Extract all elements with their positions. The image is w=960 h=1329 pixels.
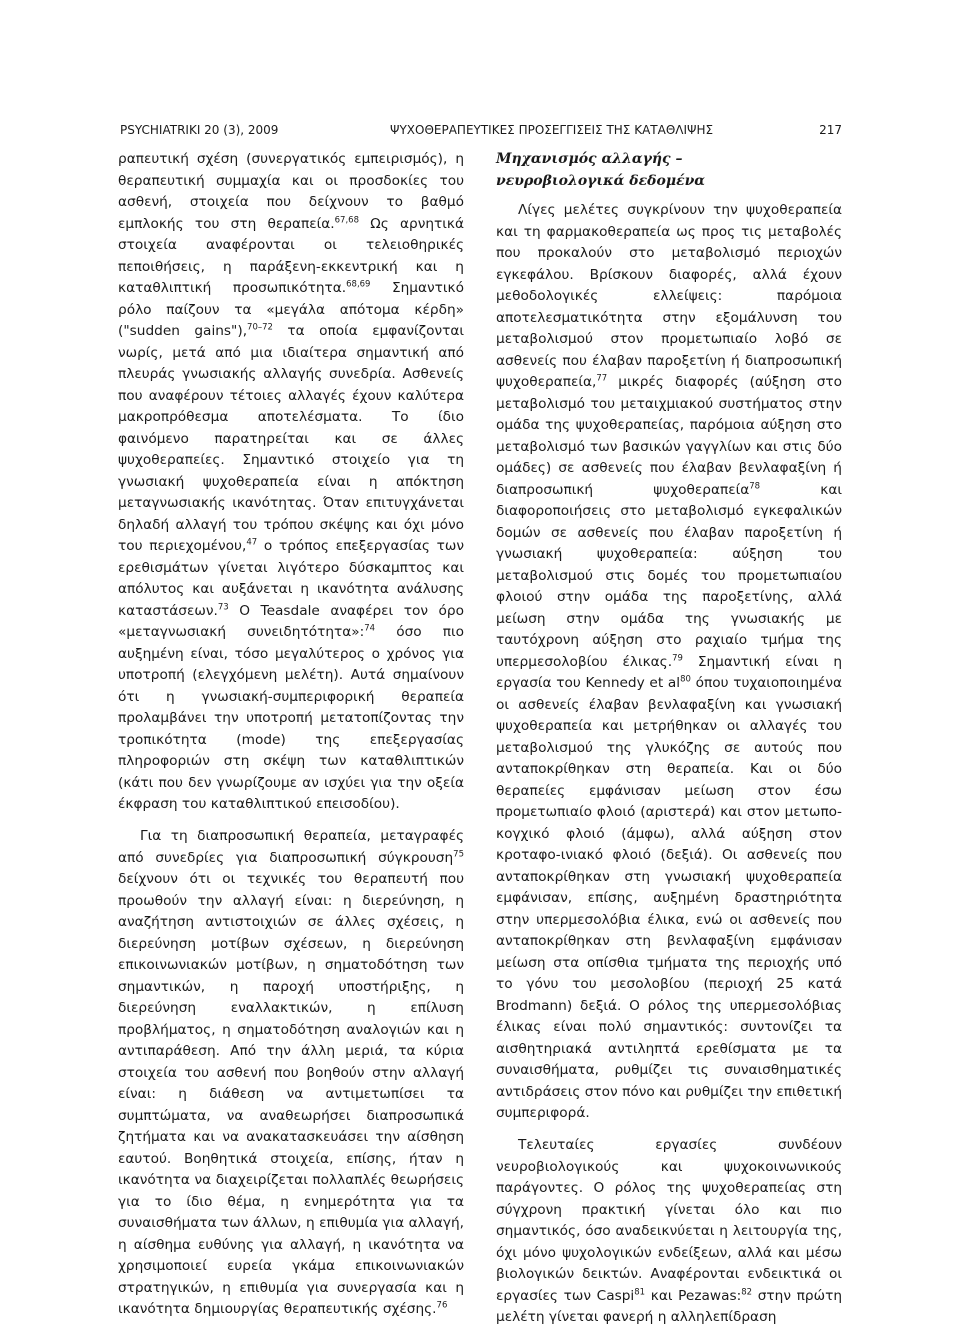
text-run: ραπευτική σχέση (συνεργατικός εμπειρισμός), η θεραπευτική συμμαχία και οι προσδοκίες του ασθενή, στοιχεία που δείχνουν το βαθμό εμπλοκής του στη θεραπεία. (118, 151, 464, 232)
text-run: μικρές διαφορές (αύξηση στο μεταβολισμό του μεταιχμιακού συστήματος στην ομάδα της ψυχοθεραπείας, παρόμοια αύξηση στο μεταβολισμό των βασικών γαγγλίων και στις δύο ομάδες) σε ασθενείς που έλαβαν βενλαφαξίνη ή διαπροσωπική ψυχοθεραπεία (496, 374, 842, 498)
paragraph-interpersonal-therapy (118, 826, 464, 1321)
text-run: Τελευταίες εργασίες συνδέουν νευροβιολογικούς και ψυχοκοινωνικούς παράγοντες. Ο ρόλος της ψυχοθεραπείας στη σύγχρονη πρακτική γίνεται όλο και πιο σημαντικός, όσο αναδεικνύεται η λειτουργία της, όχι μόνο ψυχολογικών ενδείξεων, αλλά και μέσω βιολογικών δεικτών. Αναφέρονται ενδεικτικά οι εργασίες των Caspi (496, 1137, 842, 1304)
text-run: και Pezawas: (645, 1287, 742, 1304)
text-run: Ως αρνητικά στοιχεία αναφέρονται οι τελειοθηρικές πεποιθήσεις, η παράξενη-εκκεντρική και η καταθλιπτική προσωπικότητα. (118, 215, 464, 296)
text-run: Ο Teasdale αναφέρει τον όρο «μεταγνωσιακή συνειδητότητα»: (118, 602, 464, 640)
paragraph-neurobiological-factors (496, 1135, 842, 1329)
text-run: και διαφοροποιήσεις στο μεταβολισμό εγκεφαλικών δομών σε ασθενείς που έλαβαν παροξετίνη ή γνωσιακή ψυχοθεραπεία: αύξηση του μεταβολισμού στις δομές του προμετωπιαίου φλοιού στην ομάδα της παροξετίνης, αλλά μείωση στην ομάδα της γνωσιακής με ταυτόχρονη αύξηση στο ραχιαίο τμήμα της υπερμεσολοβίου έλικας. (496, 481, 842, 670)
text-run: όπου τυχαιοποιημένα οι ασθενείς έλαβαν βενλαφαξίνη και γνωσιακή ψυχοθεραπεία και μετρήθηκαν οι αλλαγές του μεταβολισμού της γλυκόζης σε αυτούς που ανταποκρίθηκαν στη θεραπεία. Και οι δύο θεραπείες εμφάνισαν μείωση στον έσω προμετωπιαίο φλοιό (αριστερά) και στον μετωπο-κογχικό φλοιό (άμφω), αλλά αύξηση στον κροταφο-ινιακό φλοιό (δεξιά). Οι ασθενείς που ανταποκρίθηκαν στη γνωσιακή ψυχοθεραπεία εμφάνισαν, επίσης, αυξημένη δραστηριότητα στην υπερμεσολόβια έλικα, ενώ οι ασθενείς που ανταποκρίθηκαν στη βενλαφαξίνη εμφάνισαν μείωση στα οπίσθια τμήματα της περιοχής υπό το γόνυ του μεσολοβίου (περιοχή 25 κατά Brodmann) δεξιά. Ο ρόλος της υπερμεσολόβιας έλικας είναι πολύ σημαντικός: συντονίζει τα αισθητηριακά αντιληπτά ερεθίσματα με τα συναισθήματα, ρυθμίζει τις συναισθηματικές αντιδράσεις στον πόνο και ρυθμίζει την επιθετική συμπεριφορά. (496, 675, 843, 1121)
paragraph-neuroimaging-studies (496, 200, 842, 1125)
text-run: τα οποία εμφανίζονται νωρίς, μετά από μια ιδιαίτερα σημαντική από πλευράς γνωσιακής αλλαγής συνεδρία. Ασθενείς που αναφέρουν τέτοιες αλλαγές έχουν καλύτερα μακροπρόθεσμα αποτελέσματα. Το ίδιο φαινόμενο παρατηρείται και σε άλλες ψυχοθεραπείες. Σημαντικό στοιχείο για τη γνωσιακή ψυχοθεραπεία είναι η απόκτηση μεταγνωσιακής ικανότητας. Όταν επιτυγχάνεται δηλαδή αλλαγή του τρόπου σκέψης και όχι μόνο του περιεχομένου, (118, 323, 464, 554)
right-column (496, 149, 842, 1329)
text-run: Για τη διαπροσωπική θεραπεία, μεταγραφές από συνεδρίες για διαπροσωπική σύγκρουση (118, 828, 464, 866)
citation-ref[interactable]: 67,68 (334, 214, 359, 225)
text-run: όσο πιο αυξημένη είναι, τόσο μεγαλύτερος ο χρόνος για υποτροπή (ελεγχόμενη μελέτη). Αυτά σημαίνουν ότι η γνωσιακή-συμπεριφορική θεραπεία προλαμβάνει την υποτροπή μετατοπίζοντας την τροπικότητα (mode) της επεξεργασίας πληροφοριών στη σκέψη των καταθλιπτικών (κάτι που δεν γνωρίζουμε αν ισχύει για την οξεία έκφραση του καταθλιπτικού επεισοδίου). (118, 624, 464, 812)
text-run: στην πρώτη μελέτη γίνεται φανερή η αλληλεπίδραση (496, 1287, 842, 1325)
citation-ref[interactable]: 70–72 (247, 322, 273, 333)
citation-ref[interactable]: 78 (749, 480, 761, 491)
paragraph-cbt-factors (118, 149, 464, 816)
section-heading (496, 149, 842, 192)
citation-ref[interactable]: 80 (680, 674, 691, 685)
citation-ref[interactable]: 81 (634, 1286, 646, 1297)
citation-ref[interactable]: 76 (436, 1300, 448, 1311)
page-number: 217 (819, 123, 842, 137)
left-column (118, 149, 464, 1321)
citation-ref[interactable]: 75 (453, 848, 464, 859)
text-run: Σημαντική είναι η εργασία του Kennedy et al (496, 653, 843, 691)
citation-ref[interactable]: 77 (596, 373, 608, 384)
text-run: ο τρόπος επεξεργασίας των ερεθισμάτων γίνεται λιγότερο δύσκαμπτος και απόλυτος και αυξάνεται η ικανότητα ανάλυσης καταστάσεων. (118, 538, 464, 619)
running-title: ΨΥΧΟΘΕΡΑΠΕΥΤΙΚΕΣ ΠΡΟΣΕΓΓΙΣΕΙΣ ΤΗΣ ΚΑΤΑΘΛΙΨΗΣ (390, 123, 714, 137)
journal-citation: PSYCHIATRIKI 20 (3), 2009 (120, 123, 279, 137)
text-run: δείχνουν ότι οι τεχνικές του θεραπευτή που προωθούν την αλλαγή είναι: η διερεύνηση, η αναζήτηση αντιστοιχιών σε άλλες σχέσεις, η διερεύνηση μοτίβων σχέσεων, η διερεύνηση επικοινωνιακών μοτίβων, η σηματοδότηση των σημαντικών, η παροχή υποστήριξης, η διερεύνηση εναλλακτικών, η επίλυση προβλήματος, η σηματοδότηση αναλογιών και η αντιπαράθεση. Από την άλλη μεριά, τα κύρια στοιχεία του ασθενή που βοηθούν στην αλλαγή είναι: η διάθεση να αντιμετωπίσει τα συμπτώματα, να αναθεωρήσει διαπροσωπικά ζητήματα και να ανακατασκευάσει την αίσθηση εαυτού. Βοηθητικά στοιχεία, επίσης, ήταν η ικανότητα να διαχειρίζεται πολλαπλές θεωρήσεις για το ίδιο θέμα, η ενημερότητα για τα συναισθήματα των άλλων, η επιθυμία για αλλαγή, η αίσθημα ευθύνης για αλλαγή, η ικανότητα να χρησιμοποιεί ευρεία γκάμα επικοινωνιακών στρατηγικών, η επιθυμία για συνεργασία και η ικανότητα δημιουργίας θεραπευτικής σχέσης. (118, 871, 464, 1317)
section-heading-line-2: νευροβιολογικά δεδομένα (496, 172, 706, 189)
citation-ref[interactable]: 68,69 (346, 279, 371, 290)
running-header (120, 121, 842, 139)
text-run: Λίγες μελέτες συγκρίνουν την ψυχοθεραπεία και τη φαρμακοθεραπεία ως προς τις μεταβολές που προκαλούν στο μεταβολισμό περιοχών εγκεφάλου. Βρίσκουν διαφορές, αλλά έχουν μεθοδολογικές ελλείψεις: παρόμοια αποτελεσματικότητα στην εξομάλυνση του μεταβολισμού στον προμετωπιαίο λοβό σε ασθενείς που έλαβαν παροξετίνη ή διαπροσωπική ψυχοθεραπεία, (496, 202, 842, 390)
section-heading-line-1: Μηχανισμός αλλαγής – (496, 151, 683, 167)
citation-ref[interactable]: 74 (364, 623, 376, 634)
citation-ref[interactable]: 79 (672, 652, 683, 663)
citation-ref[interactable]: 47 (246, 537, 258, 548)
citation-ref[interactable]: 73 (217, 601, 229, 612)
text-run: Σημαντικό ρόλο παίζουν τα «μεγάλα απότομα κέρδη» ("sudden gains"), (118, 280, 464, 339)
citation-ref[interactable]: 82 (741, 1286, 753, 1297)
